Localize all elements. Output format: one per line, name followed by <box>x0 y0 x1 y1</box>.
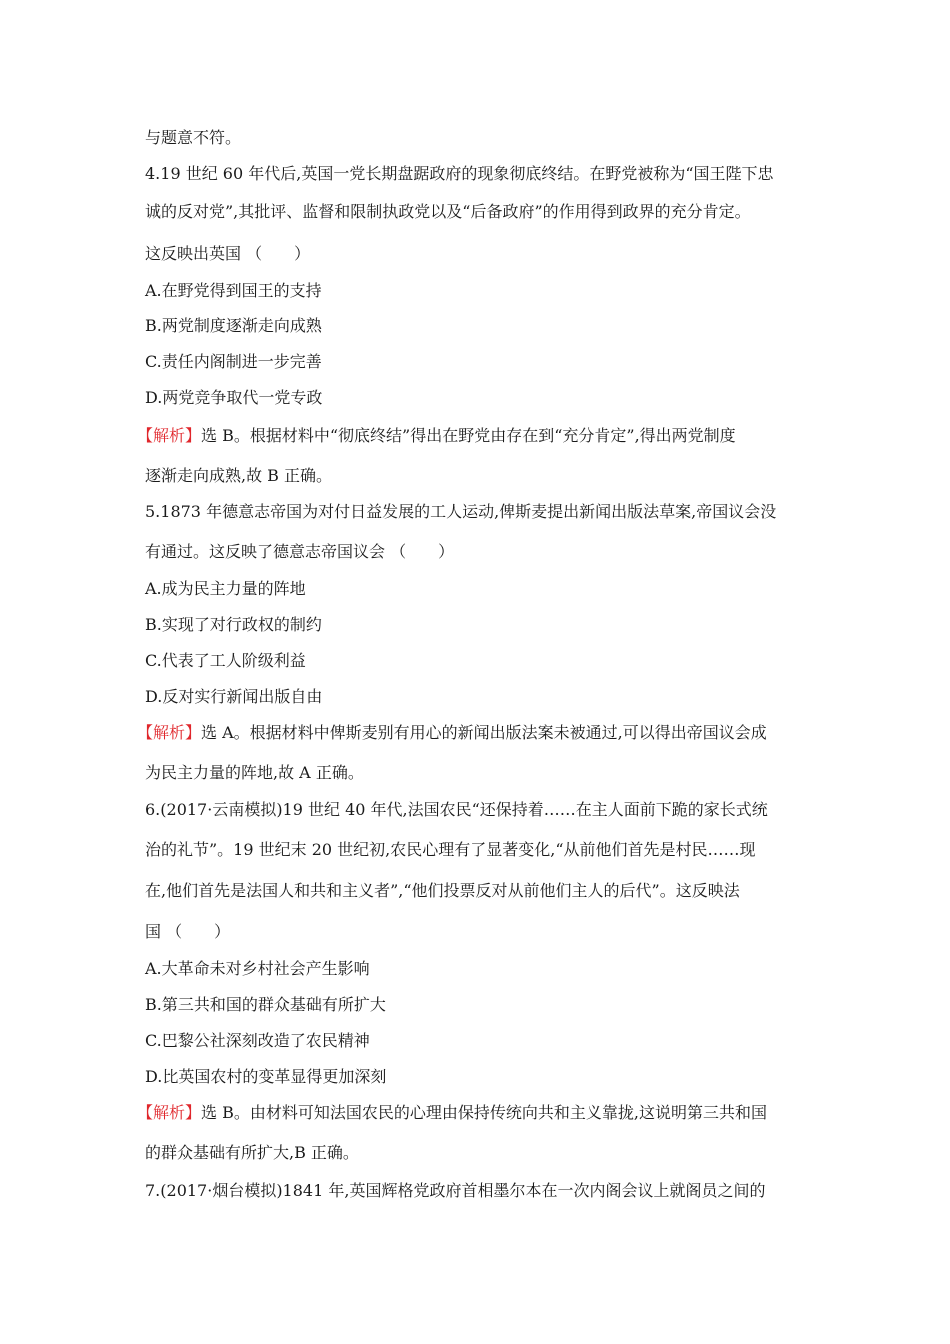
question-5-analysis <box>137 722 807 744</box>
question-5-stem: 5.1873 年德意志帝国为对付日益发展的工人运动,俾斯麦提出新闻出版法草案,帝国议会没 <box>145 502 777 521</box>
analysis-tag: 【解析】 <box>137 426 202 445</box>
text-line: 与题意不符。 <box>145 128 242 147</box>
question-5-option-d: D.反对实行新闻出版自由 <box>145 687 323 706</box>
question-4-option-b: B.两党制度逐渐走向成熟 <box>145 316 322 335</box>
analysis-text: 选 B。根据材料中“彻底终结”得出在野党由存在到“充分肯定”,得出两党制度 <box>201 426 736 445</box>
question-4-stem: 4.19 世纪 60 年代后,英国一党长期盘踞政府的现象彻底终结。在野党被称为“国王陛下忠 <box>145 164 774 183</box>
question-6-option-c: C.巴黎公社深刻改造了农民精神 <box>145 1031 370 1050</box>
question-7-stem: 7.(2017·烟台模拟)1841 年,英国辉格党政府首相墨尔本在一次内阁会议上就阁员之间的 <box>145 1181 766 1200</box>
question-6-stem: 在,他们首先是法国人和共和主义者”,“他们投票反对从前他们主人的后代”。这反映法 <box>145 881 740 900</box>
question-5-option-c: C.代表了工人阶级利益 <box>145 651 306 670</box>
analysis-tag: 【解析】 <box>137 1103 202 1122</box>
question-6-stem: 国 （ ） <box>145 922 231 941</box>
question-4-stem: 这反映出英国 （ ） <box>145 244 311 263</box>
question-6-stem: 治的礼节”。19 世纪末 20 世纪初,农民心理有了显著变化,“从前他们首先是村民……现 <box>145 840 756 859</box>
question-4-stem: 诚的反对党”,其批评、监督和限制执政党以及“后备政府”的作用得到政界的充分肯定。 <box>145 202 751 221</box>
question-6-option-b: B.第三共和国的群众基础有所扩大 <box>145 995 386 1014</box>
question-6-option-d: D.比英国农村的变革显得更加深刻 <box>145 1067 387 1086</box>
question-4-analysis <box>137 425 807 447</box>
question-5-option-a: A.成为民主力量的阵地 <box>145 579 306 598</box>
question-6-analysis <box>137 1102 807 1124</box>
analysis-text: 选 A。根据材料中俾斯麦别有用心的新闻出版法案未被通过,可以得出帝国议会成 <box>201 723 767 742</box>
question-4-option-c: C.责任内阁制进一步完善 <box>145 352 322 371</box>
question-6-analysis: 的群众基础有所扩大,B 正确。 <box>145 1143 359 1162</box>
analysis-tag: 【解析】 <box>137 723 202 742</box>
question-4-option-d: D.两党竞争取代一党专政 <box>145 388 323 407</box>
question-5-analysis: 为民主力量的阵地,故 A 正确。 <box>145 763 364 782</box>
question-4-option-a: A.在野党得到国王的支持 <box>145 281 322 300</box>
question-4-analysis: 逐渐走向成熟,故 B 正确。 <box>145 466 333 485</box>
analysis-text: 选 B。由材料可知法国农民的心理由保持传统向共和主义靠拢,这说明第三共和国 <box>201 1103 767 1122</box>
question-6-option-a: A.大革命未对乡村社会产生影响 <box>145 959 370 978</box>
question-5-option-b: B.实现了对行政权的制约 <box>145 615 322 634</box>
question-6-stem: 6.(2017·云南模拟)19 世纪 40 年代,法国农民“还保持着……在主人面前下跪的家长式统 <box>145 800 768 819</box>
question-5-stem: 有通过。这反映了德意志帝国议会 （ ） <box>145 542 455 561</box>
